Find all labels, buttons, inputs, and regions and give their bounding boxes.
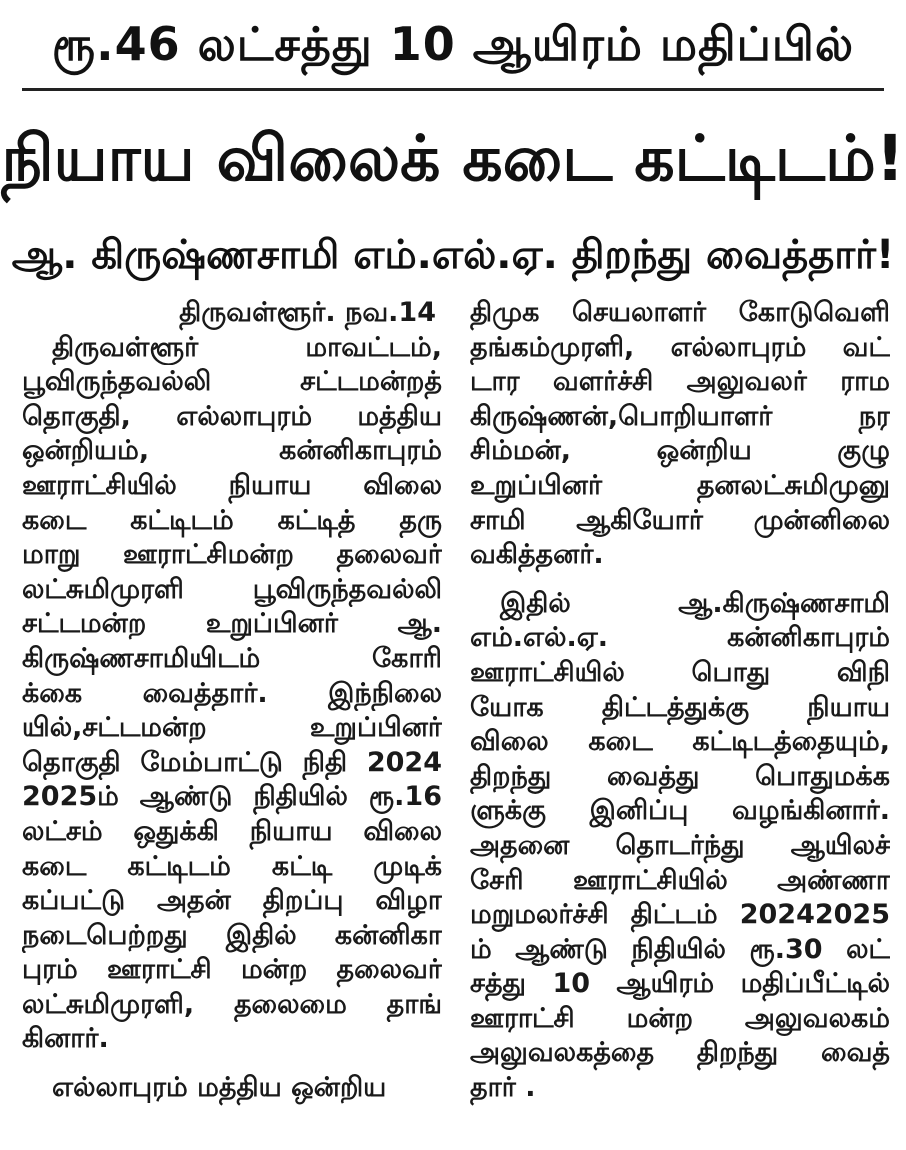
text-line: கிருஷ்ணசாமியிடம் கோரி bbox=[22, 642, 442, 674]
main-headline: நியாய விலைக் கடை கட்டிடம்! bbox=[1, 122, 905, 195]
text-line: ஊராட்சியில் நியாய விலை bbox=[22, 469, 442, 501]
text-line: டார வளர்ச்சி அலுவலர் ராம bbox=[470, 366, 890, 398]
text-line: ஊராட்சியில் பொது விநி bbox=[470, 656, 890, 688]
text-line: தங்கம்முரளி, எல்லாபுரம் வட் bbox=[470, 331, 890, 363]
text-line: சேரி ஊராட்சியில் அண்ணா bbox=[470, 864, 890, 896]
sub-headline: ஆ. கிருஷ்ணசாமி எம்.எல்.ஏ. திறந்து வைத்தார்! bbox=[11, 232, 895, 278]
text-line: ம் ஆண்டு நிதியில் ரூ.30 லட் bbox=[470, 933, 890, 965]
text-line: கினார். bbox=[22, 1023, 109, 1055]
kicker-headline: ரூ.46 லட்சத்து 10 ஆயிரம் மதிப்பில் bbox=[51, 17, 855, 71]
headline-divider bbox=[22, 88, 884, 91]
text-line: விலை கடை கட்டிடத்தையும், bbox=[470, 726, 890, 758]
text-line: 2025ம் ஆண்டு நிதியில் ரூ.16 bbox=[22, 781, 442, 813]
text-line: நடைபெற்றது இதில் கன்னிகா bbox=[22, 919, 442, 951]
text-line: யில்,சட்டமன்ற உறுப்பினர் bbox=[22, 712, 442, 744]
text-line: கிருஷ்ணன்,பொறியாளர் நர bbox=[470, 400, 890, 432]
article-column-left bbox=[22, 296, 442, 1106]
text-line: எம்.எல்.ஏ. கன்னிகாபுரம் bbox=[470, 622, 890, 654]
text-line: கடை கட்டிடம் கட்டித் தரு bbox=[22, 504, 442, 536]
text-line: பூவிருந்தவல்லி சட்டமன்றத் bbox=[22, 366, 442, 398]
text-line: மறுமலர்ச்சி திட்டம் 20242025 bbox=[470, 899, 890, 931]
text-line: சட்டமன்ற உறுப்பினர் ஆ. bbox=[22, 608, 442, 640]
text-line: க்கை வைத்தார். இந்நிலை bbox=[22, 677, 442, 709]
text-line: லட்சம் ஒதுக்கி நியாய விலை bbox=[22, 815, 442, 847]
text-line: அதனை தொடர்ந்து ஆயிலச் bbox=[470, 829, 890, 861]
text-line: உறுப்பினர் தனலட்சுமிமுனு bbox=[470, 469, 890, 501]
text-line: யோக திட்டத்துக்கு நியாய bbox=[470, 691, 890, 723]
text-line: தார் . bbox=[470, 1072, 536, 1104]
text-line: லட்சுமிமுரளி, தலைமை தாங் bbox=[22, 988, 442, 1020]
paragraph-gap bbox=[470, 573, 890, 587]
text-line: தொகுதி, எல்லாபுரம் மத்திய bbox=[22, 400, 442, 432]
text-line: திருவள்ளூர் மாவட்டம், bbox=[52, 331, 442, 363]
paragraph-gap bbox=[22, 1057, 442, 1071]
text-line: ளுக்கு இனிப்பு வழங்கினார். bbox=[470, 795, 890, 827]
text-line: அலுவலகத்தை திறந்து வைத் bbox=[470, 1037, 890, 1069]
text-line: இதில் ஆ.கிருஷ்ணசாமி bbox=[500, 587, 890, 619]
article-column-right bbox=[470, 296, 890, 1106]
text-line: எல்லாபுரம் மத்திய ஒன்றிய bbox=[52, 1072, 387, 1104]
text-line: ஊராட்சி மன்ற அலுவலகம் bbox=[470, 1002, 890, 1034]
text-line: புரம் ஊராட்சி மன்ற தலைவர் bbox=[22, 954, 442, 986]
text-line: சிம்மன், ஒன்றிய குழு bbox=[470, 435, 890, 467]
text-line: ஒன்றியம், கன்னிகாபுரம் bbox=[22, 435, 442, 467]
text-line: திமுக செயலாளர் கோடுவெளி bbox=[470, 297, 890, 328]
text-line: வகித்தனர். bbox=[470, 539, 604, 571]
text-line: மாறு ஊராட்சிமன்ற தலைவர் bbox=[22, 539, 442, 571]
text-line: சாமி ஆகியோர் முன்னிலை bbox=[470, 504, 890, 536]
text-line: தொகுதி மேம்பாட்டு நிதி 2024 bbox=[22, 746, 442, 778]
text-line: கடை கட்டிடம் கட்டி முடிக் bbox=[22, 850, 442, 882]
dateline: திருவள்ளூர். நவ.14 bbox=[179, 297, 436, 328]
text-line: கப்பட்டு அதன் திறப்பு விழா bbox=[22, 885, 442, 917]
text-line: சத்து 10 ஆயிரம் மதிப்பீட்டில் bbox=[470, 968, 890, 1000]
text-line: லட்சுமிமுரளி பூவிருந்தவல்லி bbox=[22, 573, 442, 605]
text-line: திறந்து வைத்து பொதுமக்க bbox=[470, 760, 890, 792]
